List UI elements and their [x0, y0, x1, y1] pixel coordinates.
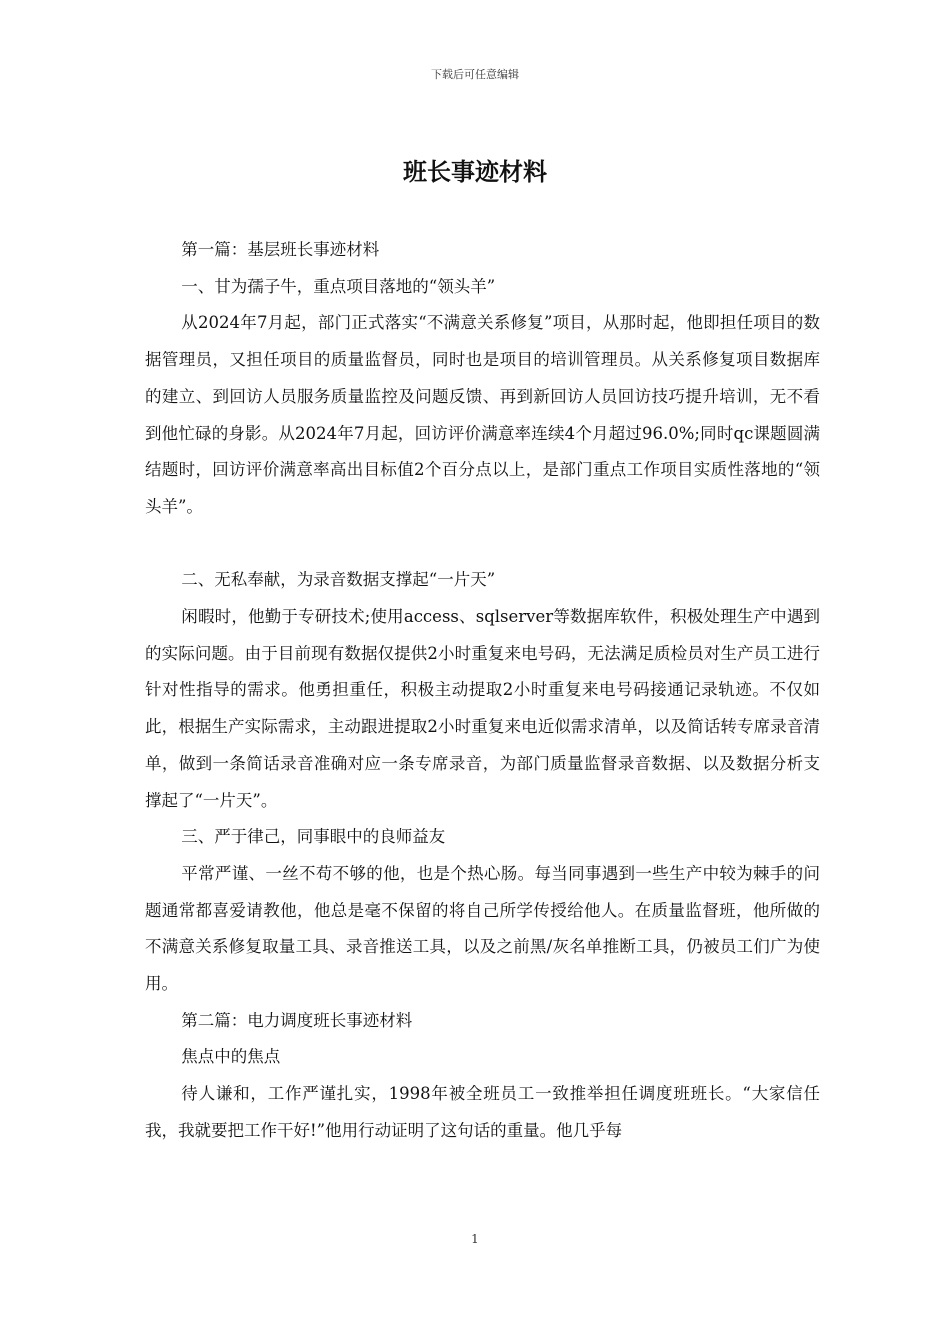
- subsection-heading: 三、严于律己，同事眼中的良师益友: [181, 827, 446, 847]
- body-paragraph: 待人谦和，工作严谨扎实，1998年被全班员工一致推举担任调度班班长。“大家信任我，我就要把工作干好!”他用行动证明了这句话的重量。他几乎每: [145, 1084, 820, 1140]
- subsection-heading: 二、无私奉献，为录音数据支撑起“一片天”: [181, 570, 496, 590]
- paragraph-gap: [145, 526, 820, 563]
- section-heading: 第二篇：电力调度班长事迹材料: [181, 1010, 413, 1030]
- document-body: [145, 232, 820, 1150]
- body-paragraph: 闲暇时，他勤于专研技术;使用access、sqlserver等数据库软件，积极处理生产中遇到的实际问题。由于目前现有数据仅提供2小时重复来电号码，无法满足质检员对生产员工进行针对性指导的需求。他勇担重任，积极主动提取2小时重复来电号码接通记录轨迹。不仅如此，根据生产实际需求，主动跟进提取2小时重复来电近似需求清单，以及简话转专席录音清单，做到一条简话录音准确对应一条专席录音，为部门质量监督录音数据、以及数据分析支撑起了“一片天”。: [145, 607, 820, 810]
- page-number: 1: [471, 1232, 479, 1246]
- document-title: 班长事迹材料: [403, 158, 547, 186]
- body-paragraph: 平常严谨、一丝不苟不够的他，也是个热心肠。每当同事遇到一些生产中较为棘手的问题通常都喜爱请教他，他总是毫不保留的将自己所学传授给他人。在质量监督班，他所做的不满意关系修复取量工具、录音推送工具，以及之前黑/灰名单推断工具，仍被员工们广为使用。: [145, 863, 820, 994]
- body-paragraph: 从2024年7月起，部门正式落实“不满意关系修复”项目，从那时起，他即担任项目的数据管理员，又担任项目的质量监督员，同时也是项目的培训管理员。从关系修复项目数据库的建立、到回访人员服务质量监控及问题反馈、再到新回访人员回访技巧提升培训，无不看到他忙碌的身影。从2024年7月起，回访评价满意率连续4个月超过96.0%;同时qc课题圆满结题时，回访评价满意率高出目标值2个百分点以上，是部门重点工作项目实质性落地的“领头羊”。: [145, 313, 820, 516]
- section-heading: 第一篇：基层班长事迹材料: [181, 240, 380, 259]
- header-note: 下载后可任意编辑: [431, 68, 519, 81]
- subsection-heading: 一、甘为孺子牛，重点项目落地的“领头羊”: [181, 276, 496, 296]
- subsection-heading: 焦点中的焦点: [181, 1047, 281, 1067]
